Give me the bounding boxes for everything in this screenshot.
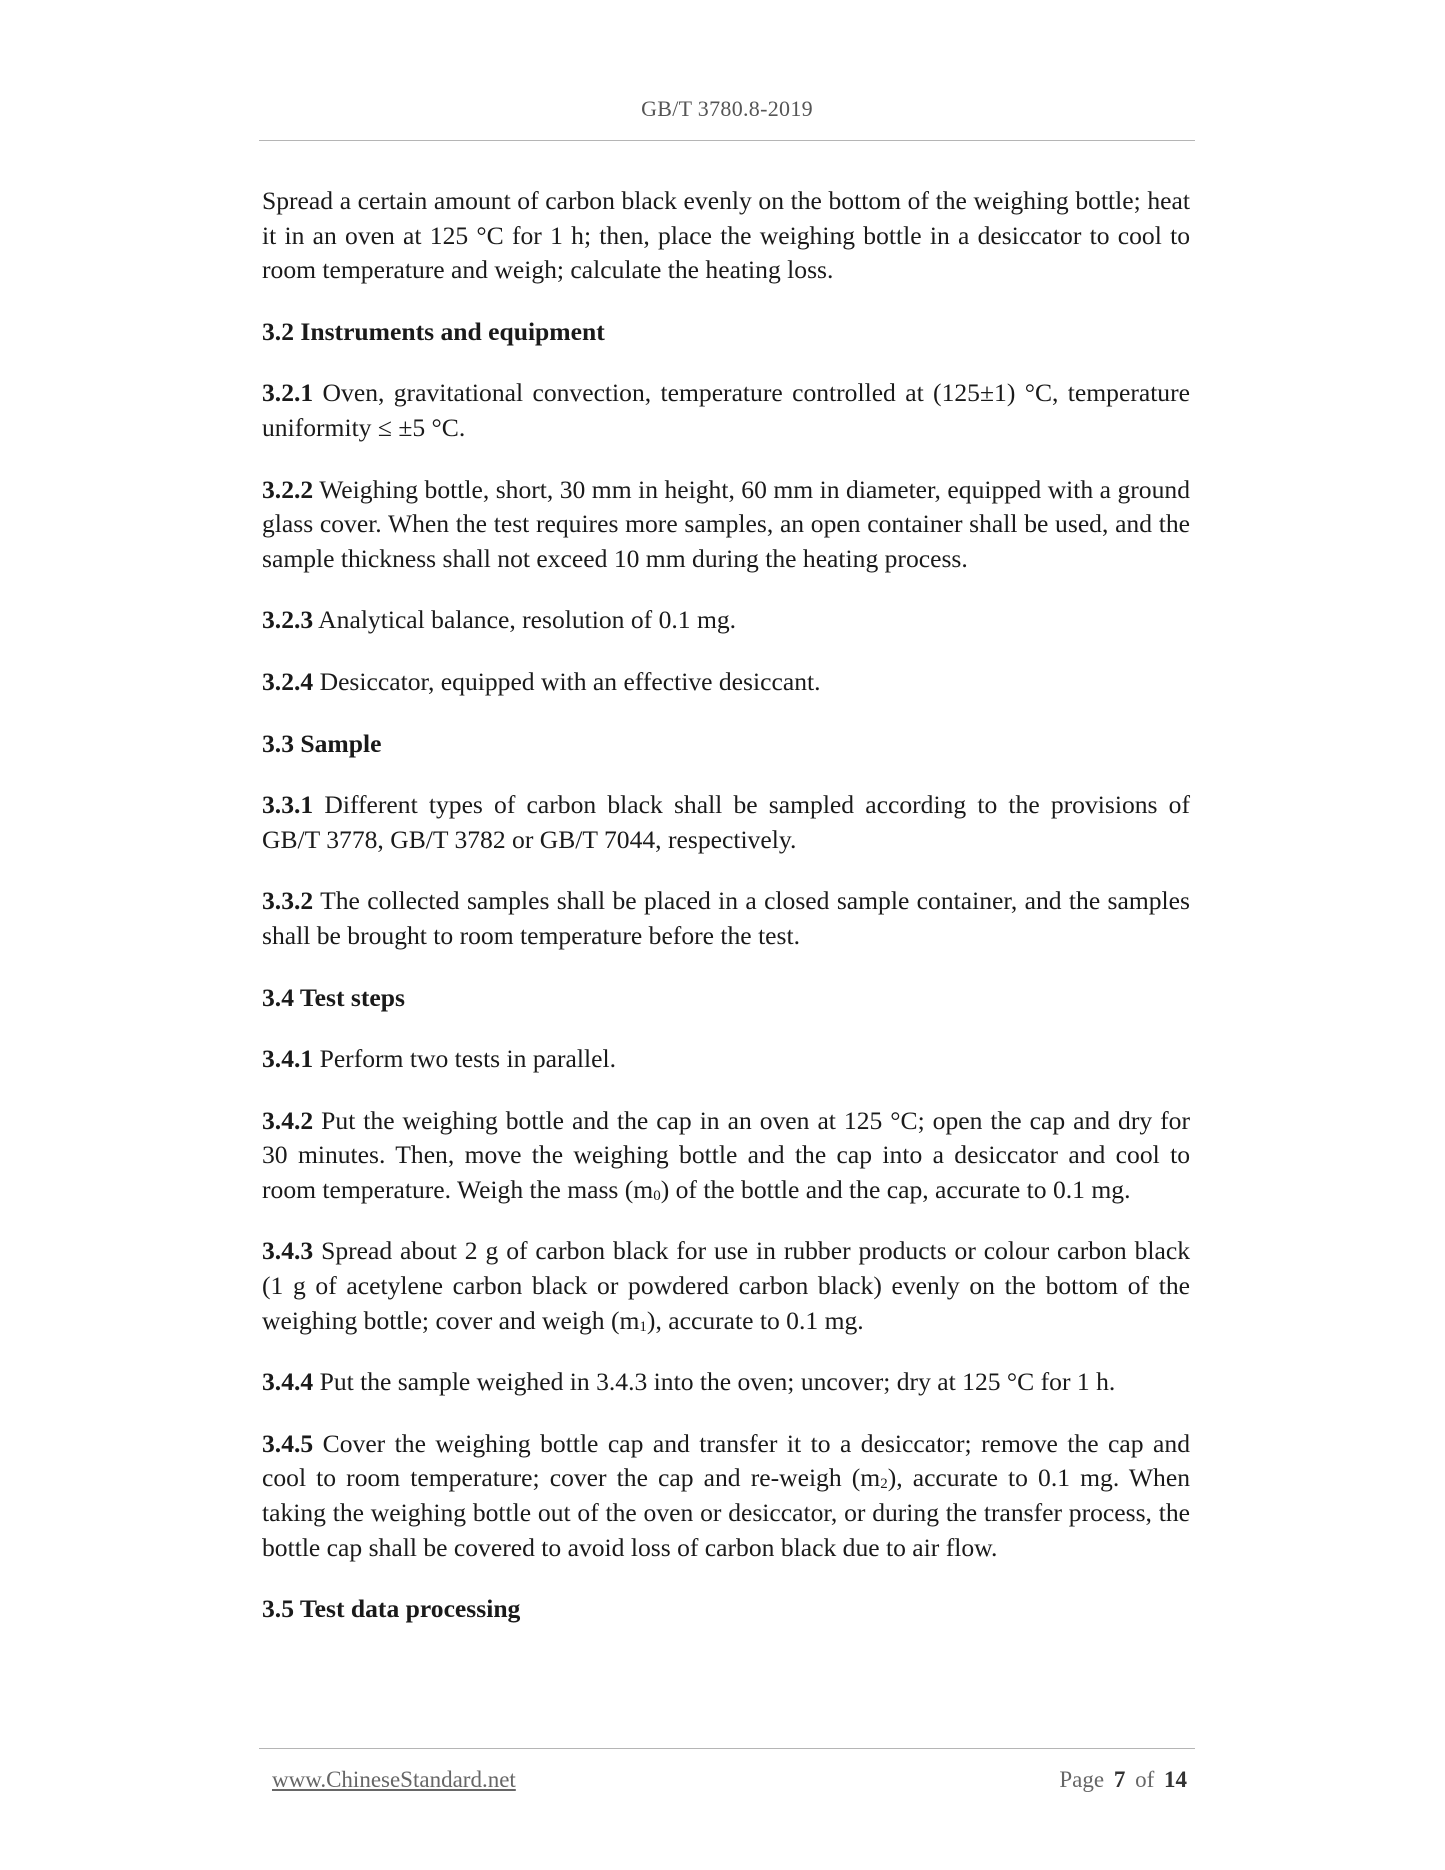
- clause-text: Different types of carbon black shall be sampled according to the provisions of GB/T 3778, GB/T 3782 or GB/T 7044, respectively.: [262, 790, 1190, 854]
- clause-number: 3.4.1: [262, 1044, 314, 1074]
- clause-number: 3.2.2: [262, 474, 314, 504]
- clause-text: Put the weighing bottle and the cap in an oven at 125 °C; open the cap and dry for 30 minutes. Then, move the weighing bottle and the cap into a desiccator and cool to room temperature. Weigh the mass (m: [262, 1105, 1190, 1204]
- clause-text: Weighing bottle, short, 30 mm in height, 60 mm in diameter, equipped with a ground glass cover. When the test requires more samples, an open container shall be used, and the sample thickness shall not exceed 10 mm during the heating process.: [262, 474, 1190, 573]
- document-body: [262, 184, 1190, 1627]
- clause-text: Oven, gravitational convection, temperature controlled at (125±1) °C, temperature uniformity ≤ ±5 °C.: [262, 378, 1190, 442]
- page-indicator: [1059, 1767, 1187, 1793]
- clause-text: ), accurate to 0.1 mg.: [646, 1305, 864, 1335]
- clause-number: 3.3.2: [262, 886, 314, 916]
- mass-subscript: 1: [639, 1318, 647, 1335]
- section-heading-3-4: 3.4 Test steps: [262, 982, 405, 1012]
- footer-divider: [259, 1748, 1195, 1749]
- clause-3-2-1: [262, 376, 1190, 445]
- clause-3-2-2: [262, 473, 1190, 577]
- clause-number: 3.4.3: [262, 1236, 314, 1266]
- clause-3-2-3: [262, 603, 1190, 638]
- clause-number: 3.3.1: [262, 790, 314, 820]
- clause-number: 3.4.2: [262, 1105, 314, 1135]
- clause-number: 3.4.5: [262, 1428, 314, 1458]
- clause-text: Spread about 2 g of carbon black for use in rubber products or colour carbon black (1 g of acetylene carbon black or powdered carbon black) evenly on the bottom of the weighing bottle; cover and weigh (m: [262, 1236, 1190, 1335]
- page-total: 14: [1164, 1767, 1187, 1792]
- clause-3-3-2: [262, 884, 1190, 953]
- clause-3-3-1: [262, 788, 1190, 857]
- clause-3-4-2: [262, 1104, 1190, 1208]
- clause-number: 3.2.1: [262, 378, 314, 408]
- clause-3-4-3: [262, 1234, 1190, 1338]
- clause-text: Put the sample weighed in 3.4.3 into the oven; uncover; dry at 125 °C for 1 h.: [313, 1367, 1116, 1397]
- website-link[interactable]: www.ChineseStandard.net: [272, 1767, 516, 1792]
- mass-subscript: 2: [880, 1476, 888, 1493]
- clause-text: The collected samples shall be placed in a closed sample container, and the samples shall be brought to room temperature before the test.: [262, 886, 1190, 950]
- page-current: 7: [1113, 1767, 1126, 1792]
- clause-3-4-5: [262, 1427, 1190, 1565]
- section-heading-3-5: 3.5 Test data processing: [262, 1594, 521, 1624]
- section-heading-3-3: 3.3 Sample: [262, 728, 382, 758]
- clause-number: 3.2.3: [262, 605, 314, 635]
- clause-text: ) of the bottle and the cap, accurate to 0.1 mg.: [660, 1174, 1131, 1204]
- clause-number: 3.2.4: [262, 666, 314, 696]
- clause-number: 3.4.4: [262, 1367, 314, 1397]
- clause-text: Desiccator, equipped with an effective desiccant.: [313, 666, 821, 696]
- clause-text: Perform two tests in parallel.: [313, 1044, 616, 1074]
- clause-text: Cover the weighing bottle cap and transfer it to a desiccator; remove the cap and cool to room temperature; cover the cap and re-weigh (m: [262, 1428, 1190, 1493]
- intro-paragraph: Spread a certain amount of carbon black evenly on the bottom of the weighing bottle; heat it in an oven at 125 °C for 1 h; then, place the weighing bottle in a desiccator to cool to room temperature and weigh; calculate the heating loss.: [262, 186, 1190, 285]
- page-label: Page: [1059, 1767, 1105, 1792]
- clause-3-4-1: [262, 1042, 1190, 1077]
- clause-3-4-4: [262, 1365, 1190, 1400]
- clause-text: Analytical balance, resolution of 0.1 mg.: [313, 605, 737, 635]
- header-divider: [259, 140, 1195, 141]
- mass-subscript: 0: [653, 1187, 661, 1204]
- clause-text: ), accurate to 0.1 mg. When taking the weighing bottle out of the oven or desiccator, or during the transfer process, the bottle cap shall be covered to avoid loss of carbon black due to air flow.: [262, 1463, 1190, 1562]
- document-header-title: GB/T 3780.8-2019: [641, 96, 813, 121]
- of-label: of: [1135, 1767, 1155, 1792]
- clause-3-2-4: [262, 665, 1190, 700]
- section-heading-3-2: 3.2 Instruments and equipment: [262, 316, 605, 346]
